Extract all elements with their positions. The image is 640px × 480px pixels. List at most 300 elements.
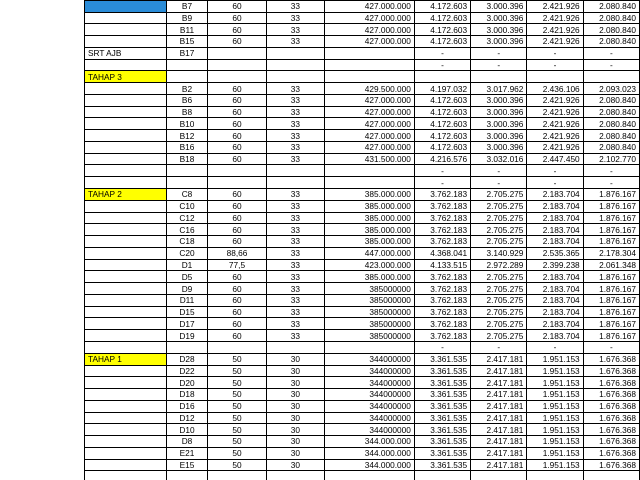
- building-area-cell: 33: [266, 94, 324, 106]
- unit-cell: D22: [166, 365, 208, 377]
- installment-cell: 2.421.926: [527, 130, 583, 142]
- table-row: [85, 177, 640, 189]
- installment-cell: 1.951.153: [527, 424, 583, 436]
- land-area-cell: 60: [208, 118, 266, 130]
- installment-cell: -: [583, 341, 639, 353]
- building-area-cell: 33: [266, 141, 324, 153]
- unit-cell: D9: [166, 283, 208, 295]
- stage-label: SRT AJB: [85, 47, 167, 59]
- installment-cell: 2.417.181: [471, 412, 527, 424]
- land-area-cell: 50: [208, 424, 266, 436]
- installment-cell: 2.421.926: [527, 24, 583, 36]
- unit-cell: B15: [166, 36, 208, 48]
- unit-cell: D20: [166, 377, 208, 389]
- installment-cell: [414, 471, 470, 480]
- installment-cell: [471, 471, 527, 480]
- installment-cell: -: [527, 47, 583, 59]
- label-cell: [85, 400, 167, 412]
- price-cell: 427.000.000: [325, 141, 415, 153]
- installment-cell: 1.876.167: [583, 200, 639, 212]
- installment-cell: -: [527, 165, 583, 177]
- label-cell: [85, 283, 167, 295]
- installment-cell: 2.421.926: [527, 94, 583, 106]
- installment-cell: 3.762.183: [414, 200, 470, 212]
- building-area-cell: 33: [266, 12, 324, 24]
- unit-cell: B11: [166, 24, 208, 36]
- building-area-cell: 30: [266, 353, 324, 365]
- installment-cell: 1.876.167: [583, 271, 639, 283]
- installment-cell: 2.080.840: [583, 94, 639, 106]
- price-cell: 427.000.000: [325, 12, 415, 24]
- table-row: [85, 94, 640, 106]
- price-cell: [325, 165, 415, 177]
- installment-cell: -: [527, 177, 583, 189]
- installment-cell: 1.951.153: [527, 459, 583, 471]
- unit-cell: B6: [166, 94, 208, 106]
- installment-cell: 3.361.535: [414, 377, 470, 389]
- land-area-cell: 50: [208, 447, 266, 459]
- installment-cell: 3.762.183: [414, 294, 470, 306]
- installment-cell: 2.417.181: [471, 400, 527, 412]
- installment-cell: 2.183.704: [527, 236, 583, 248]
- unit-cell: D5: [166, 271, 208, 283]
- stage-label: TAHAP 3: [85, 71, 167, 83]
- installment-cell: 2.705.275: [471, 330, 527, 342]
- installment-cell: 2.178.304: [583, 247, 639, 259]
- installment-cell: 2.421.926: [527, 36, 583, 48]
- installment-cell: [414, 71, 470, 83]
- installment-cell: 1.876.167: [583, 306, 639, 318]
- installment-cell: 2.705.275: [471, 283, 527, 295]
- land-area-cell: 50: [208, 400, 266, 412]
- land-area-cell: [208, 59, 266, 71]
- installment-cell: 2.183.704: [527, 283, 583, 295]
- installment-cell: -: [471, 47, 527, 59]
- land-area-cell: 60: [208, 94, 266, 106]
- table-row: [85, 341, 640, 353]
- building-area-cell: [266, 471, 324, 480]
- land-area-cell: 50: [208, 353, 266, 365]
- installment-cell: 2.183.704: [527, 271, 583, 283]
- installment-cell: 3.000.396: [471, 36, 527, 48]
- price-cell: 385.000.000: [325, 236, 415, 248]
- label-cell: [85, 271, 167, 283]
- installment-cell: 2.972.289: [471, 259, 527, 271]
- installment-cell: 3.361.535: [414, 424, 470, 436]
- table-row: [85, 283, 640, 295]
- installment-cell: 2.421.926: [527, 141, 583, 153]
- building-area-cell: 30: [266, 436, 324, 448]
- price-cell: 344000000: [325, 353, 415, 365]
- price-cell: [325, 71, 415, 83]
- label-cell: [85, 318, 167, 330]
- installment-cell: 4.197.032: [414, 83, 470, 95]
- land-area-cell: 60: [208, 236, 266, 248]
- table-row: [85, 71, 640, 83]
- installment-cell: 2.417.181: [471, 436, 527, 448]
- price-cell: [325, 47, 415, 59]
- installment-cell: 3.000.396: [471, 12, 527, 24]
- installment-cell: 2.447.450: [527, 153, 583, 165]
- price-cell: 344000000: [325, 412, 415, 424]
- installment-cell: -: [414, 165, 470, 177]
- price-cell: 344000000: [325, 389, 415, 401]
- building-area-cell: 33: [266, 83, 324, 95]
- table-row: [85, 236, 640, 248]
- price-cell: 385.000.000: [325, 200, 415, 212]
- installment-cell: 4.172.603: [414, 118, 470, 130]
- installment-cell: 1.951.153: [527, 436, 583, 448]
- price-table: [84, 0, 640, 480]
- land-area-cell: 60: [208, 271, 266, 283]
- land-area-cell: 60: [208, 0, 266, 12]
- unit-cell: [166, 59, 208, 71]
- installment-cell: -: [583, 177, 639, 189]
- installment-cell: 2.705.275: [471, 200, 527, 212]
- building-area-cell: [266, 177, 324, 189]
- table-row: [85, 306, 640, 318]
- installment-cell: 3.762.183: [414, 330, 470, 342]
- building-area-cell: [266, 47, 324, 59]
- installment-cell: 1.876.167: [583, 212, 639, 224]
- price-cell: 344000000: [325, 365, 415, 377]
- building-area-cell: 30: [266, 447, 324, 459]
- installment-cell: 3.762.183: [414, 271, 470, 283]
- unit-cell: [166, 177, 208, 189]
- price-cell: 385000000: [325, 294, 415, 306]
- installment-cell: 3.762.183: [414, 318, 470, 330]
- building-area-cell: 33: [266, 247, 324, 259]
- price-cell: 447.000.000: [325, 247, 415, 259]
- unit-cell: B7: [166, 0, 208, 12]
- building-area-cell: 33: [266, 118, 324, 130]
- price-cell: 344000000: [325, 377, 415, 389]
- unit-cell: B10: [166, 118, 208, 130]
- table-row: [85, 330, 640, 342]
- land-area-cell: 60: [208, 224, 266, 236]
- building-area-cell: [266, 165, 324, 177]
- label-cell: [85, 459, 167, 471]
- installment-cell: 2.080.840: [583, 118, 639, 130]
- installment-cell: 1.951.153: [527, 377, 583, 389]
- label-cell: [85, 236, 167, 248]
- label-cell: [85, 436, 167, 448]
- building-area-cell: 33: [266, 224, 324, 236]
- price-cell: 427.000.000: [325, 118, 415, 130]
- table-row: [85, 318, 640, 330]
- installment-cell: -: [414, 59, 470, 71]
- installment-cell: 1.876.167: [583, 236, 639, 248]
- label-cell: [85, 12, 167, 24]
- installment-cell: 2.705.275: [471, 271, 527, 283]
- table-row: [85, 106, 640, 118]
- unit-cell: [166, 341, 208, 353]
- unit-cell: C8: [166, 189, 208, 201]
- installment-cell: 3.762.183: [414, 306, 470, 318]
- table-row: [85, 47, 640, 59]
- installment-cell: 3.361.535: [414, 447, 470, 459]
- price-cell: 427.000.000: [325, 24, 415, 36]
- price-cell: 429.500.000: [325, 83, 415, 95]
- label-cell: [85, 106, 167, 118]
- installment-cell: 3.032.016: [471, 153, 527, 165]
- installment-cell: 2.417.181: [471, 459, 527, 471]
- unit-cell: E21: [166, 447, 208, 459]
- price-cell: 344.000.000: [325, 459, 415, 471]
- table-row: [85, 165, 640, 177]
- table-row: [85, 224, 640, 236]
- installment-cell: -: [414, 177, 470, 189]
- installment-cell: 2.417.181: [471, 424, 527, 436]
- installment-cell: -: [583, 47, 639, 59]
- table-row: [85, 353, 640, 365]
- unit-cell: D15: [166, 306, 208, 318]
- label-cell: [85, 471, 167, 480]
- building-area-cell: [266, 59, 324, 71]
- building-area-cell: 33: [266, 106, 324, 118]
- installment-cell: -: [414, 341, 470, 353]
- installment-cell: 3.762.183: [414, 236, 470, 248]
- installment-cell: 4.172.603: [414, 12, 470, 24]
- land-area-cell: [208, 71, 266, 83]
- label-cell: [85, 24, 167, 36]
- installment-cell: [527, 471, 583, 480]
- table-row: [85, 377, 640, 389]
- label-cell: [85, 165, 167, 177]
- land-area-cell: 60: [208, 12, 266, 24]
- installment-cell: 3.762.183: [414, 224, 470, 236]
- building-area-cell: [266, 71, 324, 83]
- unit-cell: D19: [166, 330, 208, 342]
- table-row: [85, 12, 640, 24]
- unit-cell: D11: [166, 294, 208, 306]
- land-area-cell: 77,5: [208, 259, 266, 271]
- installment-cell: 2.183.704: [527, 318, 583, 330]
- installment-cell: -: [471, 165, 527, 177]
- installment-cell: 3.140.929: [471, 247, 527, 259]
- price-cell: 427.000.000: [325, 0, 415, 12]
- installment-cell: 1.876.167: [583, 330, 639, 342]
- installment-cell: 1.951.153: [527, 389, 583, 401]
- installment-cell: 2.183.704: [527, 224, 583, 236]
- table-row: [85, 436, 640, 448]
- installment-cell: 3.000.396: [471, 106, 527, 118]
- price-cell: 427.000.000: [325, 106, 415, 118]
- installment-cell: 4.368.041: [414, 247, 470, 259]
- building-area-cell: 33: [266, 294, 324, 306]
- land-area-cell: 60: [208, 24, 266, 36]
- unit-cell: B18: [166, 153, 208, 165]
- land-area-cell: 60: [208, 106, 266, 118]
- installment-cell: -: [583, 165, 639, 177]
- land-area-cell: [208, 471, 266, 480]
- installment-cell: 3.000.396: [471, 130, 527, 142]
- land-area-cell: 60: [208, 83, 266, 95]
- price-cell: [325, 177, 415, 189]
- installment-cell: 2.421.926: [527, 118, 583, 130]
- installment-cell: 3.000.396: [471, 24, 527, 36]
- price-cell: 427.000.000: [325, 94, 415, 106]
- label-cell: [85, 36, 167, 48]
- installment-cell: 1.676.368: [583, 436, 639, 448]
- label-cell: [85, 118, 167, 130]
- label-cell: [85, 377, 167, 389]
- stage-label: TAHAP 1: [85, 353, 167, 365]
- land-area-cell: 60: [208, 200, 266, 212]
- installment-cell: 1.951.153: [527, 365, 583, 377]
- installment-cell: 2.436.106: [527, 83, 583, 95]
- building-area-cell: 33: [266, 24, 324, 36]
- table-row: [85, 83, 640, 95]
- land-area-cell: 50: [208, 436, 266, 448]
- table-row: [85, 294, 640, 306]
- price-cell: 427.000.000: [325, 130, 415, 142]
- unit-cell: B8: [166, 106, 208, 118]
- price-table-body: [85, 0, 640, 480]
- building-area-cell: 33: [266, 271, 324, 283]
- installment-cell: [583, 71, 639, 83]
- building-area-cell: 30: [266, 400, 324, 412]
- installment-cell: 2.080.840: [583, 130, 639, 142]
- label-cell: [85, 294, 167, 306]
- label-cell: [85, 59, 167, 71]
- installment-cell: 2.080.840: [583, 36, 639, 48]
- unit-cell: C12: [166, 212, 208, 224]
- land-area-cell: 50: [208, 377, 266, 389]
- unit-cell: B12: [166, 130, 208, 142]
- installment-cell: -: [471, 177, 527, 189]
- table-row: [85, 271, 640, 283]
- installment-cell: 1.951.153: [527, 412, 583, 424]
- unit-cell: D17: [166, 318, 208, 330]
- land-area-cell: 60: [208, 36, 266, 48]
- land-area-cell: 50: [208, 459, 266, 471]
- installment-cell: 4.133.515: [414, 259, 470, 271]
- installment-cell: 1.876.167: [583, 283, 639, 295]
- table-row: [85, 259, 640, 271]
- unit-cell: D18: [166, 389, 208, 401]
- installment-cell: 2.705.275: [471, 236, 527, 248]
- unit-cell: D28: [166, 353, 208, 365]
- land-area-cell: 60: [208, 330, 266, 342]
- table-row: [85, 212, 640, 224]
- installment-cell: 3.361.535: [414, 400, 470, 412]
- installment-cell: 1.676.368: [583, 365, 639, 377]
- table-row: [85, 36, 640, 48]
- installment-cell: -: [583, 59, 639, 71]
- installment-cell: 3.000.396: [471, 0, 527, 12]
- price-cell: 344000000: [325, 424, 415, 436]
- installment-cell: 1.676.368: [583, 377, 639, 389]
- unit-cell: [166, 71, 208, 83]
- building-area-cell: 33: [266, 130, 324, 142]
- installment-cell: 3.000.396: [471, 141, 527, 153]
- label-cell: [85, 412, 167, 424]
- installment-cell: 2.705.275: [471, 294, 527, 306]
- unit-cell: B17: [166, 47, 208, 59]
- table-row: [85, 0, 640, 12]
- label-cell: [85, 341, 167, 353]
- building-area-cell: 33: [266, 283, 324, 295]
- table-row: [85, 471, 640, 480]
- installment-cell: 3.762.183: [414, 189, 470, 201]
- price-cell: 385000000: [325, 306, 415, 318]
- unit-cell: C10: [166, 200, 208, 212]
- table-row: [85, 400, 640, 412]
- installment-cell: 2.535.365: [527, 247, 583, 259]
- installment-cell: 1.951.153: [527, 447, 583, 459]
- table-row: [85, 412, 640, 424]
- installment-cell: 2.183.704: [527, 200, 583, 212]
- land-area-cell: 50: [208, 365, 266, 377]
- label-cell: [85, 94, 167, 106]
- label-cell: [85, 259, 167, 271]
- building-area-cell: 33: [266, 330, 324, 342]
- stage-label: TAHAP 2: [85, 189, 167, 201]
- installment-cell: 2.417.181: [471, 447, 527, 459]
- label-cell: [85, 306, 167, 318]
- installment-cell: 2.080.840: [583, 106, 639, 118]
- building-area-cell: 33: [266, 318, 324, 330]
- installment-cell: 3.361.535: [414, 459, 470, 471]
- installment-cell: 2.183.704: [527, 212, 583, 224]
- installment-cell: 3.000.396: [471, 94, 527, 106]
- installment-cell: 2.080.840: [583, 12, 639, 24]
- installment-cell: 2.421.926: [527, 106, 583, 118]
- unit-cell: B9: [166, 12, 208, 24]
- building-area-cell: 30: [266, 459, 324, 471]
- price-cell: [325, 59, 415, 71]
- installment-cell: 1.676.368: [583, 389, 639, 401]
- label-cell: [85, 212, 167, 224]
- unit-cell: C20: [166, 247, 208, 259]
- installment-cell: [471, 71, 527, 83]
- installment-cell: 2.417.181: [471, 389, 527, 401]
- installment-cell: 4.172.603: [414, 130, 470, 142]
- building-area-cell: 33: [266, 236, 324, 248]
- installment-cell: 3.762.183: [414, 212, 470, 224]
- installment-cell: 2.061.348: [583, 259, 639, 271]
- installment-cell: 2.183.704: [527, 306, 583, 318]
- table-row: [85, 247, 640, 259]
- table-row: [85, 24, 640, 36]
- installment-cell: 1.876.167: [583, 318, 639, 330]
- unit-cell: [166, 165, 208, 177]
- installment-cell: 3.762.183: [414, 283, 470, 295]
- table-row: [85, 424, 640, 436]
- installment-cell: 3.361.535: [414, 353, 470, 365]
- land-area-cell: 60: [208, 141, 266, 153]
- land-area-cell: [208, 165, 266, 177]
- installment-cell: 1.676.368: [583, 400, 639, 412]
- building-area-cell: 30: [266, 389, 324, 401]
- installment-cell: 2.705.275: [471, 306, 527, 318]
- land-area-cell: 60: [208, 153, 266, 165]
- price-cell: 385000000: [325, 318, 415, 330]
- installment-cell: 2.705.275: [471, 224, 527, 236]
- installment-cell: 1.676.368: [583, 353, 639, 365]
- label-cell: [85, 224, 167, 236]
- building-area-cell: 33: [266, 36, 324, 48]
- unit-cell: D8: [166, 436, 208, 448]
- installment-cell: 4.172.603: [414, 24, 470, 36]
- price-cell: 427.000.000: [325, 36, 415, 48]
- land-area-cell: [208, 177, 266, 189]
- table-row: [85, 59, 640, 71]
- unit-cell: D10: [166, 424, 208, 436]
- installment-cell: 3.361.535: [414, 365, 470, 377]
- installment-cell: -: [471, 59, 527, 71]
